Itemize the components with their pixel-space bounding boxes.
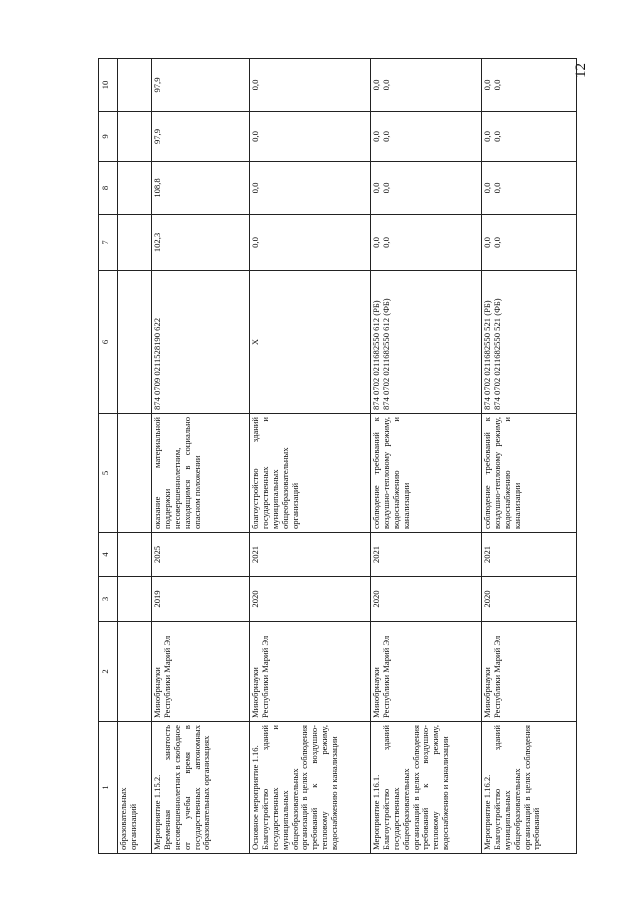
table-row (250, 59, 371, 854)
row-end-year: 2021 (250, 533, 371, 577)
header-row (99, 59, 118, 854)
row-name: Мероприятие 1.16.2. Благоустройство зданий муниципальных общеобразовательных организаций в целях соблюдения требований (482, 722, 577, 854)
row-start-year: 2020 (482, 577, 577, 622)
row-kbk: 874 0702 0211682550 612 (РБ) 874 0702 0211682550 612 (ФБ) (371, 271, 482, 414)
row-end-year: 2021 (371, 533, 482, 577)
row-value-7: 102,3 (152, 215, 250, 271)
col-header-4: 4 (99, 533, 118, 577)
row-end-year: 2021 (482, 533, 577, 577)
row-executor: Минобрнауки Республики Марий Эл (152, 622, 250, 722)
row-value-7: 0,0 0,0 (371, 215, 482, 271)
row-value-8: 108,8 (152, 162, 250, 215)
row-result: соблюдение требований к воздушно-тепловому режиму, водоснабжению и канализации (482, 414, 577, 533)
row-name: Основное мероприятие 1.16. Благоустройство зданий государственных и муниципальных общеобразовательных организаций в целях соблюдения требований к воздушно-тепловому режиму, водоснабжению и канализации (250, 722, 371, 854)
table-row (152, 59, 250, 854)
row-value-9: 0,0 (250, 112, 371, 162)
row-value-9: 97,9 (152, 112, 250, 162)
table-row (371, 59, 482, 854)
row-name: Мероприятие 1.15.2. Временная занятость несовершеннолетних в свободное от учебы время в государственных автономных образовательных организациях (152, 722, 250, 854)
page-number: 12 (573, 63, 589, 78)
row-result: соблюдение требований к воздушно-тепловому режиму, водоснабжению и канализации (371, 414, 482, 533)
row-executor: Минобрнауки Республики Марий Эл (371, 622, 482, 722)
row-value-8: 0,0 0,0 (371, 162, 482, 215)
row-value-9: 0,0 0,0 (482, 112, 577, 162)
row-result: оказание материальной поддержки несовершеннолетним, находящимся в социально опасном положении (152, 414, 250, 533)
row-value-10: 97,9 (152, 59, 250, 112)
row-kbk: 874 0709 0211528190 622 (152, 271, 250, 414)
table-row (482, 59, 577, 854)
row-executor: Минобрнауки Республики Марий Эл (482, 622, 577, 722)
row-executor: Минобрнауки Республики Марий Эл (250, 622, 371, 722)
row-value-10: 0,0 0,0 (371, 59, 482, 112)
row-start-year: 2020 (250, 577, 371, 622)
col-header-6: 6 (99, 271, 118, 414)
col-header-2: 2 (99, 622, 118, 722)
row-value-10: 0,0 (250, 59, 371, 112)
col-header-9: 9 (99, 112, 118, 162)
col-header-10: 10 (99, 59, 118, 112)
row-start-year: 2020 (371, 577, 482, 622)
row-value-7: 0,0 0,0 (482, 215, 577, 271)
col-header-8: 8 (99, 162, 118, 215)
row-name: Мероприятие 1.16.1. Благоустройство зданий государственных общеобразовательных организаций в целях соблюдения требований к воздушно-тепловому режиму, водоснабжению и канализации (371, 722, 482, 854)
col-header-1: 1 (99, 722, 118, 854)
row-value-8: 0,0 0,0 (482, 162, 577, 215)
row-kbk: Х (250, 271, 371, 414)
col-header-5: 5 (99, 414, 118, 533)
row-value-8: 0,0 (250, 162, 371, 215)
row-end-year: 2025 (152, 533, 250, 577)
col-header-3: 3 (99, 577, 118, 622)
col-header-7: 7 (99, 215, 118, 271)
row-start-year: 2019 (152, 577, 250, 622)
program-table (98, 58, 577, 854)
row-kbk: 874 0702 0211682550 521 (РБ) 874 0702 0211682550 521 (ФБ) (482, 271, 577, 414)
row-result: благоустройство зданий государственных и муниципальных общеобразовательных организаций (250, 414, 371, 533)
continuation-row (118, 59, 152, 854)
row-value-7: 0,0 (250, 215, 371, 271)
row-value-10: 0,0 0,0 (482, 59, 577, 112)
continuation-cell: образовательных организаций (118, 722, 152, 854)
row-value-9: 0,0 0,0 (371, 112, 482, 162)
rotated-table-container (98, 59, 542, 854)
